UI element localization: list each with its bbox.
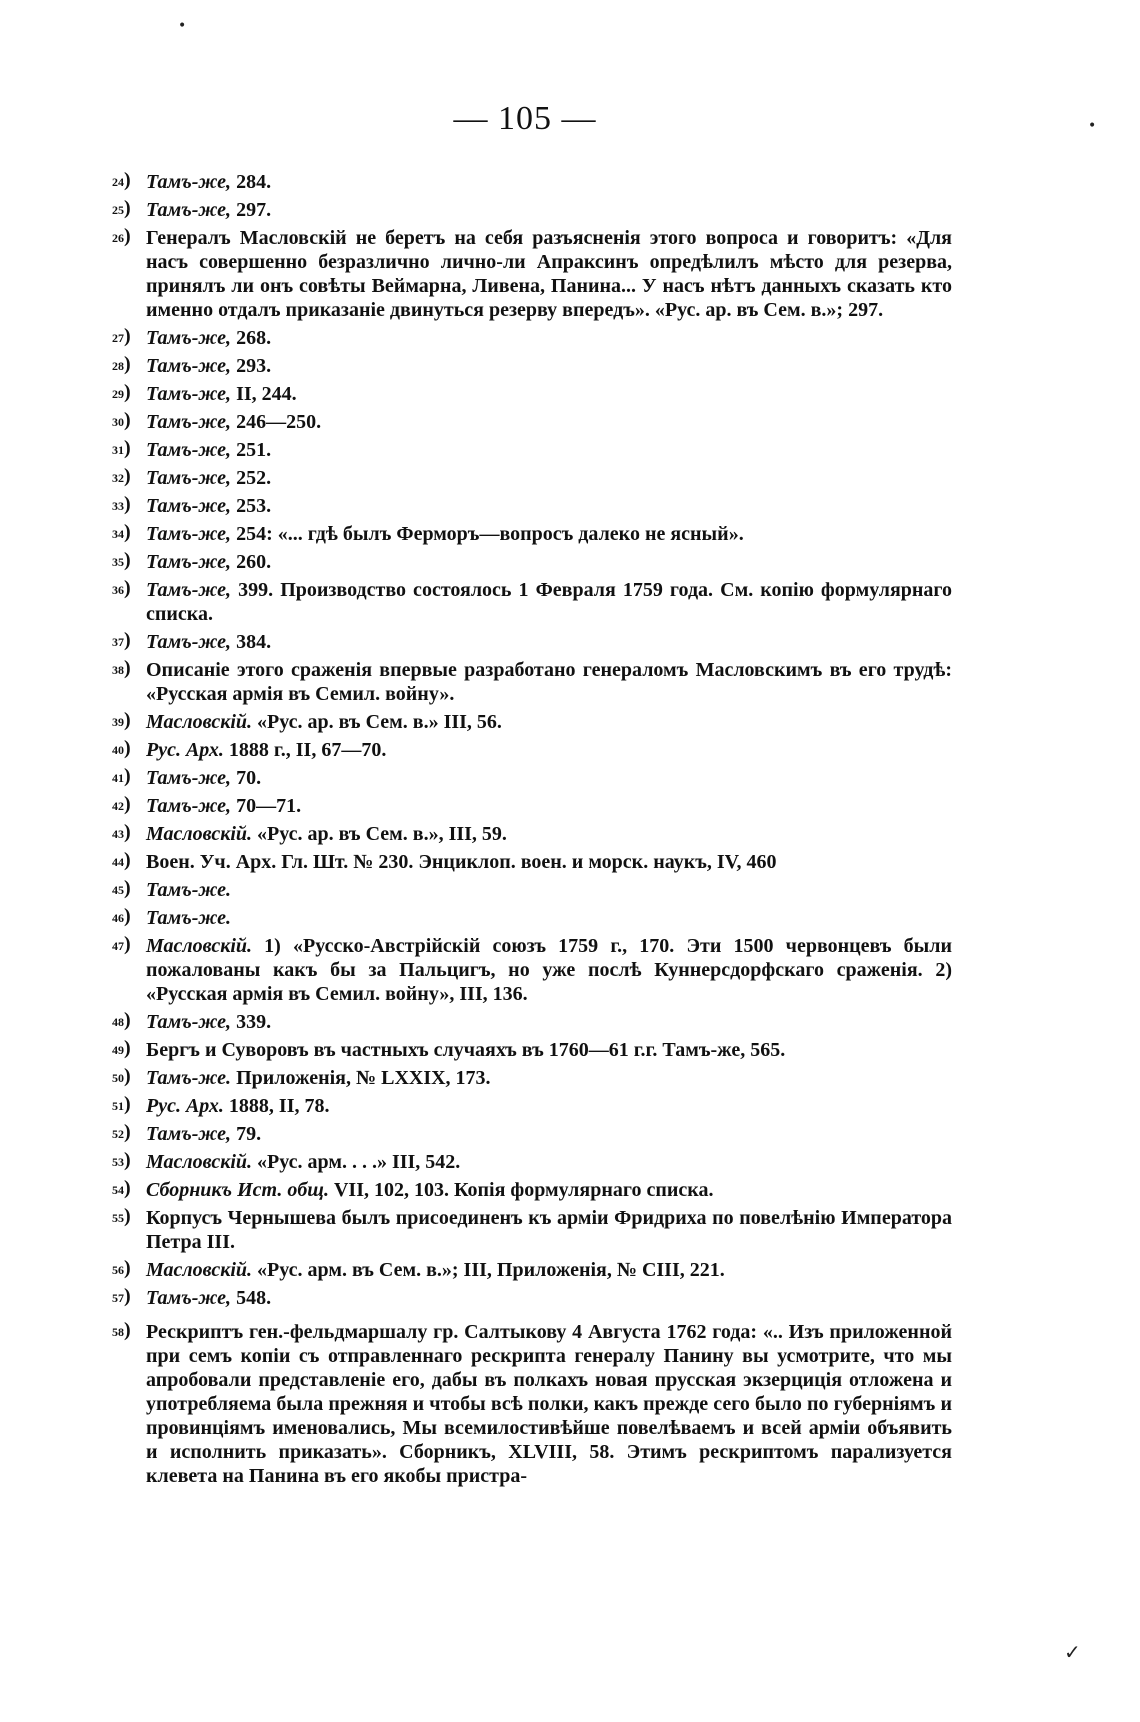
- footnote-reference: Рус. Арх.: [146, 739, 224, 761]
- footnote-reference: Масловскій.: [146, 1151, 253, 1173]
- footnote-text: Генералъ Масловскій не беретъ на себя разъясненія этого вопроса и говоритъ: «Для насъ совершенно безразлично лично-ли Апраксинъ опредѣлилъ мѣсто для резерва, принялъ ли онъ совѣты Веймарна, Ливена, Панина... У насъ нѣтъ данныхъ сказать кто именно отдалъ приказаніе двинуться резерву впередъ». «Рус. ар. въ Сем. в.»; 297.: [146, 227, 952, 321]
- footnote-number: 26): [112, 225, 131, 247]
- footnote-reference: Тамъ-же,: [146, 795, 232, 817]
- footnote-text: 1888 г., II, 67—70.: [223, 739, 387, 761]
- footnote-text: 268.: [231, 327, 272, 349]
- footnote-34: [112, 522, 952, 546]
- footnote-text: «Рус. ар. въ Сем. в.», III, 59.: [252, 823, 507, 845]
- footnote-number: 44): [112, 849, 131, 871]
- footnote-37: [112, 630, 952, 654]
- footnote-text: 254: «... гдѣ былъ Ферморъ—вопросъ далеко не ясный».: [231, 523, 744, 545]
- footnote-42: [112, 794, 952, 818]
- footnote-reference: Тамъ-же,: [146, 383, 232, 405]
- footnote-reference: Тамъ-же,: [146, 439, 232, 461]
- footnote-49: [112, 1038, 952, 1062]
- footnote-number: 55): [112, 1205, 131, 1227]
- footnote-number: 33): [112, 493, 131, 515]
- footnote-reference: Тамъ-же,: [146, 767, 232, 789]
- footnote-number: 56): [112, 1257, 131, 1279]
- footnote-reference: Тамъ-же,: [146, 1287, 232, 1309]
- footnote-text: 70—71.: [231, 795, 302, 817]
- footnote-text: 70.: [231, 767, 262, 789]
- footnote-number: 50): [112, 1065, 131, 1087]
- footnote-reference: Тамъ-же,: [146, 551, 232, 573]
- footnote-number: 36): [112, 577, 131, 599]
- footnote-40: [112, 738, 952, 762]
- scan-dot: •: [178, 18, 187, 34]
- footnote-31: [112, 438, 952, 462]
- footnote-reference: Масловскій.: [146, 1259, 253, 1281]
- footnote-reference: Тамъ-же.: [146, 879, 232, 901]
- footnote-58: [112, 1320, 952, 1488]
- footnote-number: 34): [112, 521, 131, 543]
- footnote-reference: Тамъ-же,: [146, 355, 232, 377]
- footnote-text: Воен. Уч. Арх. Гл. Шт. № 230. Энциклоп. воен. и морск. наукъ, IV, 460: [146, 851, 777, 873]
- footnote-47: [112, 934, 952, 1006]
- footnote-55: [112, 1206, 952, 1254]
- footnote-number: 24): [112, 169, 131, 191]
- footnote-number: 35): [112, 549, 131, 571]
- footnote-reference: Тамъ-же,: [146, 1011, 232, 1033]
- footnote-text: Приложенія, № LXXIX, 173.: [231, 1067, 491, 1089]
- footnote-reference: Тамъ-же,: [146, 495, 232, 517]
- footnote-number: 54): [112, 1177, 131, 1199]
- footnote-52: [112, 1122, 952, 1146]
- footnote-reference: Тамъ-же,: [146, 579, 232, 601]
- footnote-text: 399. Производство состоялось 1 Февраля 1759 года. См. копію формулярнаго списка.: [146, 579, 952, 625]
- footnote-reference: Масловскій.: [146, 711, 253, 733]
- footnote-25: [112, 198, 952, 222]
- footnote-text: 1888, II, 78.: [223, 1095, 330, 1117]
- footnote-text: 79.: [231, 1123, 262, 1145]
- footnote-number: 30): [112, 409, 131, 431]
- footnote-reference: Тамъ-же,: [146, 411, 232, 433]
- footnote-29: [112, 382, 952, 406]
- footnote-number: 52): [112, 1121, 131, 1143]
- footnote-35: [112, 550, 952, 574]
- footnote-number: 49): [112, 1037, 131, 1059]
- footnote-text: 253.: [231, 495, 272, 517]
- footnote-text: 293.: [231, 355, 272, 377]
- footnote-reference: Тамъ-же,: [146, 631, 232, 653]
- footnote-text: Рескриптъ ген.-фельдмаршалу гр. Салтыкову 4 Августа 1762 года: «.. Изъ приложенной при семъ копіи съ отправленнаго рескрипта генералу Панину вы усмотрите, что мы апробовали представленіе его, дабы въ полкахъ новая прусская экзерциція отложена и употребляема была прежняя и чтобы всѣ полки, какъ прежде сего было по губерніямъ и провинціямъ именовались, Мы всемилостивѣйше повелѣваемъ и всей арміи объявить и исполнить приказать». Сборникъ, XLVIII, 58. Этимъ рескриптомъ парализуется клевета на Панина въ его якобы пристра-: [146, 1321, 952, 1487]
- footnote-32: [112, 466, 952, 490]
- footnote-text: 1) «Русско-Австрійскій союзъ 1759 г., 170. Эти 1500 червонцевъ были пожалованы какъ бы за Пальцигъ, но уже послѣ Куннерсдорфскаго сраженія. 2) «Русская армія въ Семил. войну», III, 136.: [146, 935, 952, 1005]
- footnote-text: 339.: [231, 1011, 272, 1033]
- footnote-text: «Рус. ар. въ Сем. в.» III, 56.: [252, 711, 502, 733]
- footnote-text: «Рус. арм. . . .» III, 542.: [252, 1151, 461, 1173]
- footnote-number: 58): [112, 1319, 131, 1341]
- footnote-number: 48): [112, 1009, 131, 1031]
- footnote-reference: Тамъ-же,: [146, 327, 232, 349]
- footnote-27: [112, 326, 952, 350]
- footnote-30: [112, 410, 952, 434]
- footnote-54: [112, 1178, 952, 1202]
- footnote-33: [112, 494, 952, 518]
- footnote-number: 57): [112, 1285, 131, 1307]
- footnote-text: 548.: [231, 1287, 272, 1309]
- footnote-41: [112, 766, 952, 790]
- footnote-number: 43): [112, 821, 131, 843]
- footnote-24: [112, 170, 952, 194]
- footnote-43: [112, 822, 952, 846]
- footnote-reference: Тамъ-же,: [146, 523, 232, 545]
- footnote-reference: Рус. Арх.: [146, 1095, 224, 1117]
- footnote-reference: Сборникъ Ист. общ.: [146, 1179, 329, 1201]
- footnote-53: [112, 1150, 952, 1174]
- page-number: — 105 —: [453, 100, 597, 137]
- scan-mark: ✓: [1064, 1640, 1081, 1664]
- footnote-38: [112, 658, 952, 706]
- footnote-reference: Масловскій.: [146, 935, 253, 957]
- footnote-number: 51): [112, 1093, 131, 1115]
- footnote-text: 246—250.: [231, 411, 322, 433]
- footnote-text: Корпусъ Чернышева былъ присоединенъ къ арміи Фридриха по повелѣнію Императора Петра III.: [146, 1207, 952, 1253]
- footnote-reference: Тамъ-же.: [146, 1067, 232, 1089]
- footnote-28: [112, 354, 952, 378]
- footnote-45: [112, 878, 952, 902]
- footnote-number: 32): [112, 465, 131, 487]
- footnote-reference: Тамъ-же,: [146, 467, 232, 489]
- footnote-reference: Тамъ-же,: [146, 199, 232, 221]
- footnote-number: 46): [112, 905, 131, 927]
- footnote-number: 28): [112, 353, 131, 375]
- footnote-48: [112, 1010, 952, 1034]
- footnote-36: [112, 578, 952, 626]
- footnote-50: [112, 1066, 952, 1090]
- footnote-46: [112, 906, 952, 930]
- footnote-number: 42): [112, 793, 131, 815]
- footnote-text: «Рус. арм. въ Сем. в.»; III, Приложенія, № CIII, 221.: [252, 1259, 725, 1281]
- footnote-number: 39): [112, 709, 131, 731]
- footnote-number: 47): [112, 933, 131, 955]
- footnote-number: 37): [112, 629, 131, 651]
- footnote-26: [112, 226, 952, 322]
- footnote-number: 38): [112, 657, 131, 679]
- footnote-39: [112, 710, 952, 734]
- footnote-text: II, 244.: [231, 383, 297, 405]
- footnote-text: 252.: [231, 467, 272, 489]
- footnote-text: 384.: [231, 631, 272, 653]
- footnote-56: [112, 1258, 952, 1282]
- footnote-number: 31): [112, 437, 131, 459]
- footnote-number: 45): [112, 877, 131, 899]
- footnote-number: 29): [112, 381, 131, 403]
- footnote-number: 40): [112, 737, 131, 759]
- scan-dot: •: [1088, 118, 1097, 134]
- footnote-number: 25): [112, 197, 131, 219]
- footnote-reference: Масловскій.: [146, 823, 253, 845]
- footnote-51: [112, 1094, 952, 1118]
- footnote-text: 297.: [231, 199, 272, 221]
- footnote-text: Бергъ и Суворовъ въ частныхъ случаяхъ въ 1760—61 г.г. Тамъ-же, 565.: [146, 1039, 786, 1061]
- footnote-number: 27): [112, 325, 131, 347]
- footnote-reference: Тамъ-же,: [146, 171, 232, 193]
- footnote-number: 41): [112, 765, 131, 787]
- footnote-text: Описаніе этого сраженія впервые разработано генераломъ Масловскимъ въ его трудѣ: «Русская армія въ Семил. войну».: [146, 659, 952, 705]
- footnote-reference: Тамъ-же.: [146, 907, 232, 929]
- footnote-number: 53): [112, 1149, 131, 1171]
- footnotes-list: [112, 170, 952, 1492]
- footnote-text: 251.: [231, 439, 272, 461]
- footnote-text: 284.: [231, 171, 272, 193]
- footnote-text: VII, 102, 103. Копія формулярнаго списка.: [328, 1179, 714, 1201]
- footnote-reference: Тамъ-же,: [146, 1123, 232, 1145]
- footnote-44: [112, 850, 952, 874]
- footnote-text: 260.: [231, 551, 272, 573]
- footnote-57: [112, 1286, 952, 1310]
